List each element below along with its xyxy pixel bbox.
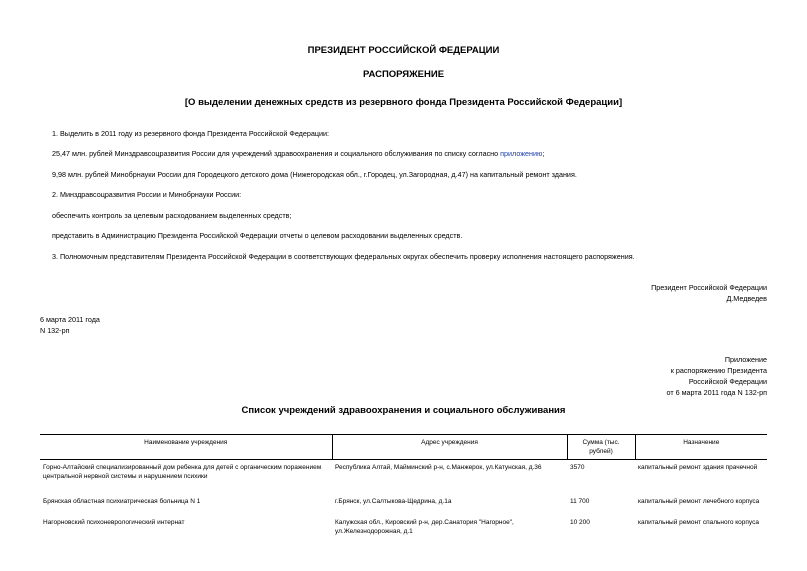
table-header-row [40,435,767,460]
document-number: N 132-рп [40,326,70,335]
column-header-address: Адрес учреждения [332,435,567,460]
paragraph-2-end: ; [542,149,545,158]
cell-name: Нагорновский психоневрологический интернат [43,519,185,526]
cell-purpose: капитальный ремонт здания прачечной [638,464,758,471]
appendix-link[interactable]: приложению [500,149,543,158]
cell-purpose: капитальный ремонт лечебного корпуса [638,498,760,505]
cell-address: Республика Алтай, Майминский р-н, с.Манжерок, ул.Катунская, д.36 [335,464,542,471]
table-row [40,460,767,495]
paragraph-5: обеспечить контроль за целевым расходованием выделенных средств; [52,211,292,220]
paragraph-4: 2. Минздравсоцразвития России и Минобрнауки России: [52,190,242,199]
column-header-amount: Сумма (тыс. рублей) [567,435,635,460]
date-block [40,314,100,336]
table-row [40,515,767,539]
paragraph-2 [52,149,544,158]
appendix-line-2: к распоряжению Президента [670,366,767,375]
cell-address: Калужская обл., Кировский р-н, дер.Санатория "Нагорное", ул.Железнодорожная, д.1 [335,519,514,535]
document-subject: [О выделении денежных средств из резервного фонда Президента Российской Федерации] [184,97,623,108]
signature-name: Д.Медведев [726,294,767,303]
cell-address: г.Брянск, ул.Салтыкова-Щедрина, д.1а [335,498,452,505]
cell-amount: 11 700 [570,498,590,505]
cell-amount: 3570 [570,464,585,471]
list-title: Список учреждений здравоохранения и социального обслуживания [241,405,566,416]
appendix-block [666,354,767,398]
column-header-name: Наименование учреждения [40,435,332,460]
paragraph-3: 9,98 млн. рублей Минобрнауки России для Городецкого детского дома (Нижегородская обл., г.Городец, ул.Загородная, д.47) на капитальный ремонт здания. [52,170,577,179]
issuer-heading: ПРЕЗИДЕНТ РОССИЙСКОЙ ФЕДЕРАЦИИ [307,45,500,56]
paragraph-7: 3. Полномочным представителям Президента Российской Федерации в соответствующих федеральных округах обеспечить проверку исполнения настоящего распоряжения. [52,252,635,261]
column-header-purpose: Назначение [635,435,767,460]
cell-amount: 10 200 [570,519,590,526]
appendix-line-4: от 6 марта 2011 года N 132-рп [666,388,767,397]
institutions-table [40,434,767,539]
appendix-line-1: Приложение [724,355,767,364]
table-row [40,494,767,515]
signature-block [651,282,767,304]
paragraph-2-text: 25,47 млн. рублей Минздравсоцразвития России для учреждений здравоохранения и социального обслуживания по списку согласно [52,149,501,158]
document-date: 6 марта 2011 года [40,315,100,324]
paragraph-1: 1. Выделить в 2011 году из резервного фонда Президента Российской Федерации: [52,129,329,138]
cell-purpose: капитальный ремонт спального корпуса [638,519,759,526]
signature-title: Президент Российской Федерации [651,283,767,292]
document-type-heading: РАСПОРЯЖЕНИЕ [362,69,445,80]
cell-name: Брянская областная психиатрическая больница N 1 [43,498,201,505]
appendix-line-3: Российской Федерации [688,377,767,386]
cell-name: Горно-Алтайский специализированный дом ребенка для детей с органическим поражением центральной нервной системы и нарушением психики [43,464,322,480]
paragraph-6: представить в Администрацию Президента Российской Федерации отчеты о целевом расходовании выделенных средств. [52,231,463,240]
